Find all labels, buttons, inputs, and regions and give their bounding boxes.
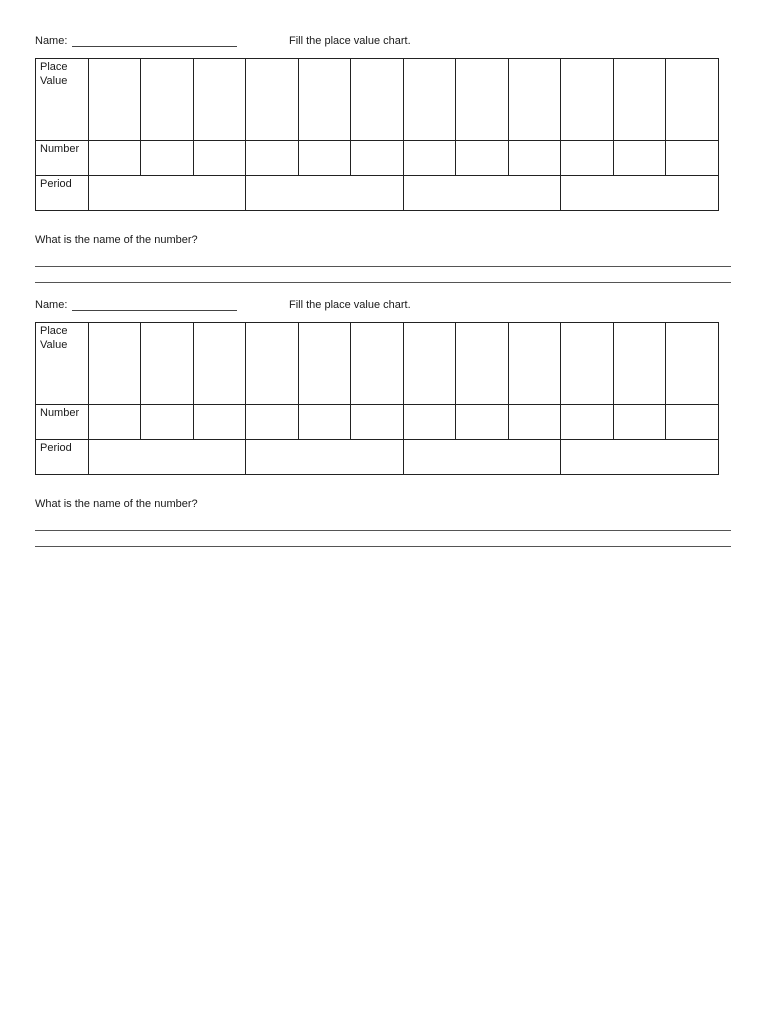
number-label: Number [36, 405, 89, 440]
place-value-cell [403, 59, 456, 141]
place-value-label-line1: Place [40, 61, 68, 73]
place-value-cell [666, 59, 719, 141]
number-cell [561, 405, 614, 440]
number-cell [193, 141, 246, 176]
number-cell [403, 141, 456, 176]
question-text: What is the name of the number? [35, 234, 198, 246]
number-cell [666, 141, 719, 176]
place-value-cell [88, 323, 141, 405]
period-cell [246, 176, 404, 211]
place-value-cell [193, 59, 246, 141]
number-cell [613, 405, 666, 440]
number-cell [403, 405, 456, 440]
instruction-text: Fill the place value chart. [289, 299, 411, 311]
place-value-label-line2: Value [40, 75, 68, 87]
place-value-cell [561, 59, 614, 141]
place-value-cell [246, 323, 299, 405]
period-cell [561, 176, 719, 211]
place-value-cell [508, 323, 561, 405]
place-value-row [36, 323, 719, 405]
name-label: Name: [35, 299, 68, 311]
worksheet-2 [35, 298, 731, 547]
number-cell [666, 405, 719, 440]
period-cell [246, 440, 404, 475]
number-cell [561, 141, 614, 176]
place-value-cell [613, 323, 666, 405]
number-cell [141, 141, 194, 176]
answer-line [35, 530, 731, 531]
number-cell [456, 405, 509, 440]
number-cell [351, 405, 404, 440]
question-text: What is the name of the number? [35, 498, 198, 510]
place-value-cell [351, 323, 404, 405]
name-label: Name: [35, 35, 68, 47]
number-cell [246, 141, 299, 176]
place-value-cell [561, 323, 614, 405]
period-cell [403, 440, 561, 475]
name-blank-line [72, 46, 237, 47]
number-cell [508, 405, 561, 440]
place-value-cell [456, 323, 509, 405]
place-value-cell [298, 323, 351, 405]
number-row [36, 405, 719, 440]
worksheet-header [35, 298, 731, 322]
period-cell [403, 176, 561, 211]
place-value-cell [246, 59, 299, 141]
period-cell [561, 440, 719, 475]
number-row [36, 141, 719, 176]
place-value-label-line2: Value [40, 339, 68, 351]
period-cell [88, 440, 246, 475]
number-cell [141, 405, 194, 440]
place-value-row [36, 59, 719, 141]
period-row [36, 440, 719, 475]
number-cell [613, 141, 666, 176]
period-cell [88, 176, 246, 211]
answer-line [35, 266, 731, 267]
place-value-cell [403, 323, 456, 405]
number-cell [298, 405, 351, 440]
period-label: Period [36, 176, 89, 211]
place-value-cell [141, 59, 194, 141]
place-value-chart [35, 322, 719, 475]
place-value-cell [613, 59, 666, 141]
worksheet-1 [35, 34, 731, 283]
place-value-chart [35, 58, 719, 211]
place-value-cell [666, 323, 719, 405]
place-value-cell [141, 323, 194, 405]
number-cell [88, 141, 141, 176]
name-blank-line [72, 310, 237, 311]
number-cell [456, 141, 509, 176]
answer-line [35, 282, 731, 283]
instruction-text: Fill the place value chart. [289, 35, 411, 47]
place-value-label [36, 59, 89, 141]
place-value-cell [193, 323, 246, 405]
number-cell [298, 141, 351, 176]
place-value-cell [298, 59, 351, 141]
number-cell [246, 405, 299, 440]
worksheet-header [35, 34, 731, 58]
number-cell [508, 141, 561, 176]
place-value-cell [456, 59, 509, 141]
period-row [36, 176, 719, 211]
place-value-cell [88, 59, 141, 141]
number-cell [193, 405, 246, 440]
number-cell [88, 405, 141, 440]
place-value-cell [351, 59, 404, 141]
place-value-label-line1: Place [40, 325, 68, 337]
answer-line [35, 546, 731, 547]
place-value-label [36, 323, 89, 405]
place-value-cell [508, 59, 561, 141]
number-label: Number [36, 141, 89, 176]
number-cell [351, 141, 404, 176]
period-label: Period [36, 440, 89, 475]
